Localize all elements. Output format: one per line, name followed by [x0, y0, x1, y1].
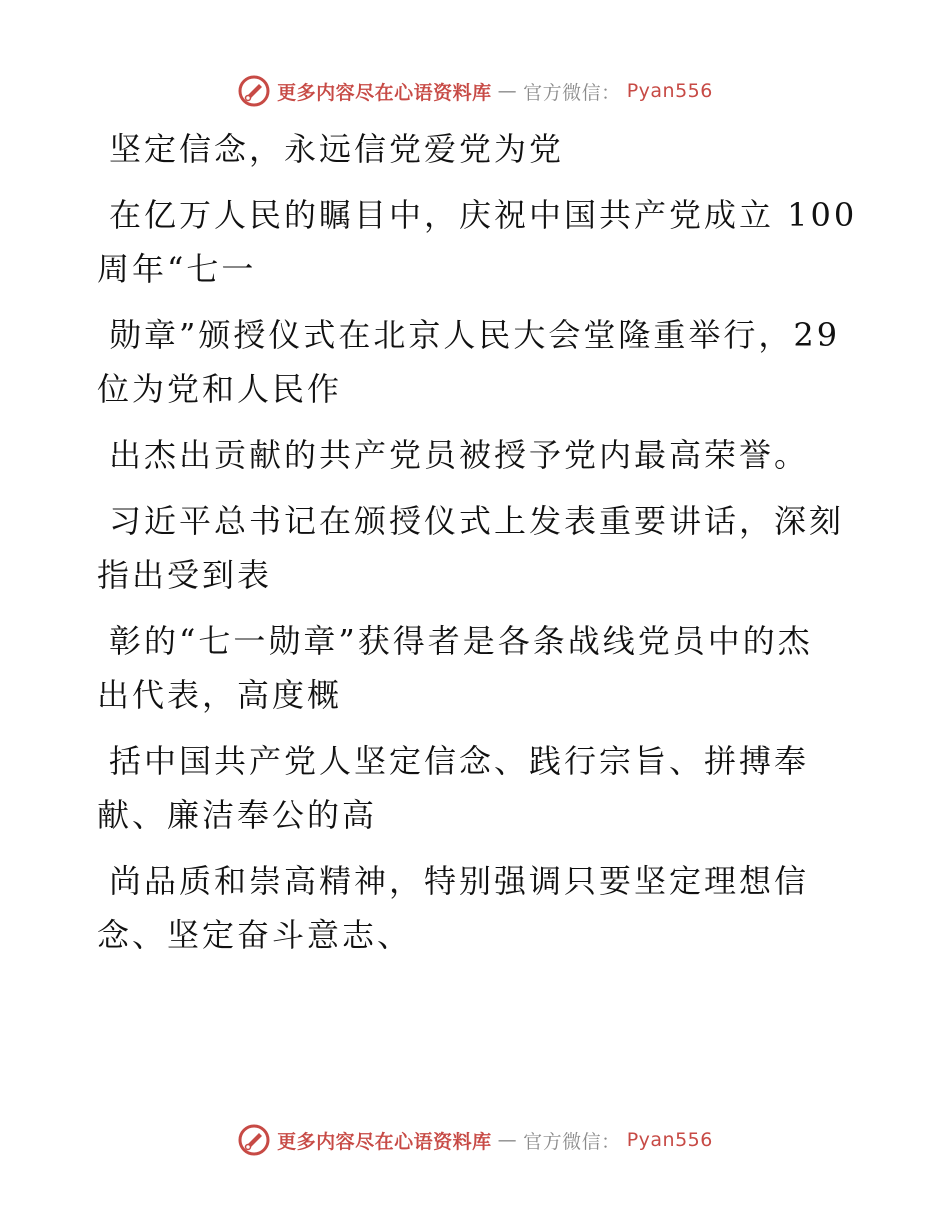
seal-logo-icon [237, 74, 271, 108]
paragraph-line: 括中国共产党人坚定信念、践行宗旨、拼搏奉 [109, 742, 810, 780]
watermark-wechat-label: 官方微信： [523, 81, 621, 104]
paragraph-line: 位为党和人民作 [97, 370, 343, 408]
paragraph-line: 尚品质和崇高精神，特别强调只要坚定理想信 [109, 862, 810, 900]
footer-watermark [0, 1120, 950, 1160]
paragraph-line: 在亿万人民的瞩目中，庆祝中国共产党成立 100 [109, 196, 858, 234]
paragraph-line: 彰的“七一勋章”获得者是各条战线党员中的杰 [109, 622, 813, 660]
watermark-separator: — [497, 80, 518, 102]
paragraph-line: 献、廉洁奉公的高 [97, 796, 378, 834]
paragraph-line: 出代表，高度概 [97, 676, 343, 714]
watermark-separator: — [497, 1129, 518, 1151]
document-body [97, 122, 858, 962]
paragraph-line: 出杰出贡献的共产党员被授予党内最高荣誉。 [109, 436, 810, 474]
paragraph-line: 勋章”颁授仪式在北京人民大会堂隆重举行，29 [109, 316, 841, 354]
header-watermark [0, 71, 950, 111]
paragraph-line: 指出受到表 [97, 556, 273, 594]
watermark-brand-text: 更多内容尽在心语资料库 [277, 81, 492, 104]
watermark-brand-text: 更多内容尽在心语资料库 [277, 1130, 492, 1153]
watermark-account-id: Pyan556 [626, 80, 713, 102]
seal-logo-icon [237, 1123, 271, 1157]
watermark-account-id: Pyan556 [626, 1129, 713, 1151]
paragraph-line: 周年“七一 [97, 250, 257, 288]
paragraph-line: 习近平总书记在颁授仪式上发表重要讲话，深刻 [109, 502, 845, 540]
document-title: 坚定信念，永远信党爱党为党 [109, 130, 565, 168]
watermark-wechat-label: 官方微信： [523, 1130, 621, 1153]
paragraph-line: 念、坚定奋斗意志、 [97, 916, 413, 954]
